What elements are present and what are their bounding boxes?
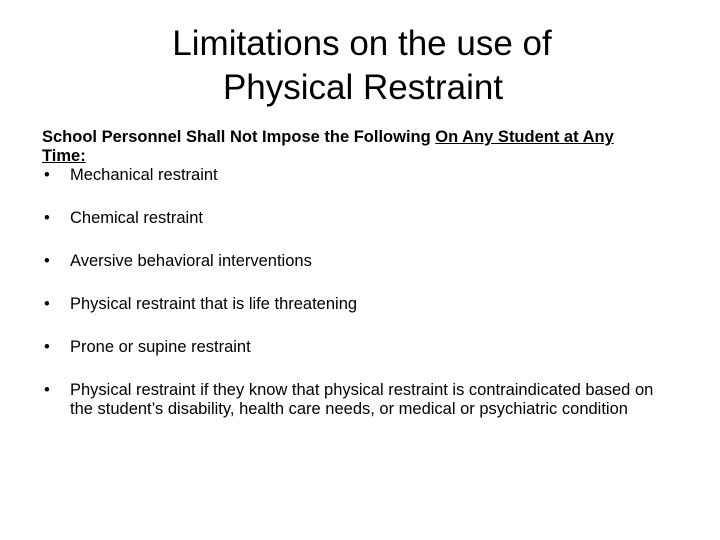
slide-title-line-1: Limitations on the use of — [172, 24, 552, 63]
bullet-icon: • — [44, 252, 50, 270]
slide-title — [0, 22, 720, 110]
bullet-icon: • — [44, 209, 50, 227]
bullet-icon: • — [44, 381, 50, 399]
list-item-text: Chemical restraint — [70, 209, 203, 227]
list-item-text: Prone or supine restraint — [70, 338, 251, 356]
heading-underlined-text: On Any Student at Any Time: — [42, 128, 614, 165]
slide-title-line-2: Physical Restraint — [222, 68, 504, 107]
slide-body — [42, 128, 662, 419]
list-item — [42, 252, 662, 271]
list-item-text: Physical restraint if they know that physical restraint is contraindicated based on the student’s disability, health care needs, or medical or psychiatric condition — [70, 381, 654, 418]
bullet-icon: • — [44, 295, 50, 313]
bullet-icon: • — [44, 166, 50, 184]
list-item — [42, 209, 662, 228]
list-item — [42, 338, 662, 357]
list-item-text: Physical restraint that is life threatening — [70, 295, 358, 313]
list-item — [42, 381, 662, 419]
heading-text: School Personnel Shall Not Impose the Following — [42, 128, 436, 146]
list-item-text: Mechanical restraint — [70, 166, 218, 184]
section-heading — [42, 128, 662, 166]
bullet-icon: • — [44, 338, 50, 356]
list-item — [42, 295, 662, 314]
restriction-list — [42, 166, 662, 419]
list-item-text: Aversive behavioral interventions — [70, 252, 312, 270]
list-item — [42, 166, 662, 185]
